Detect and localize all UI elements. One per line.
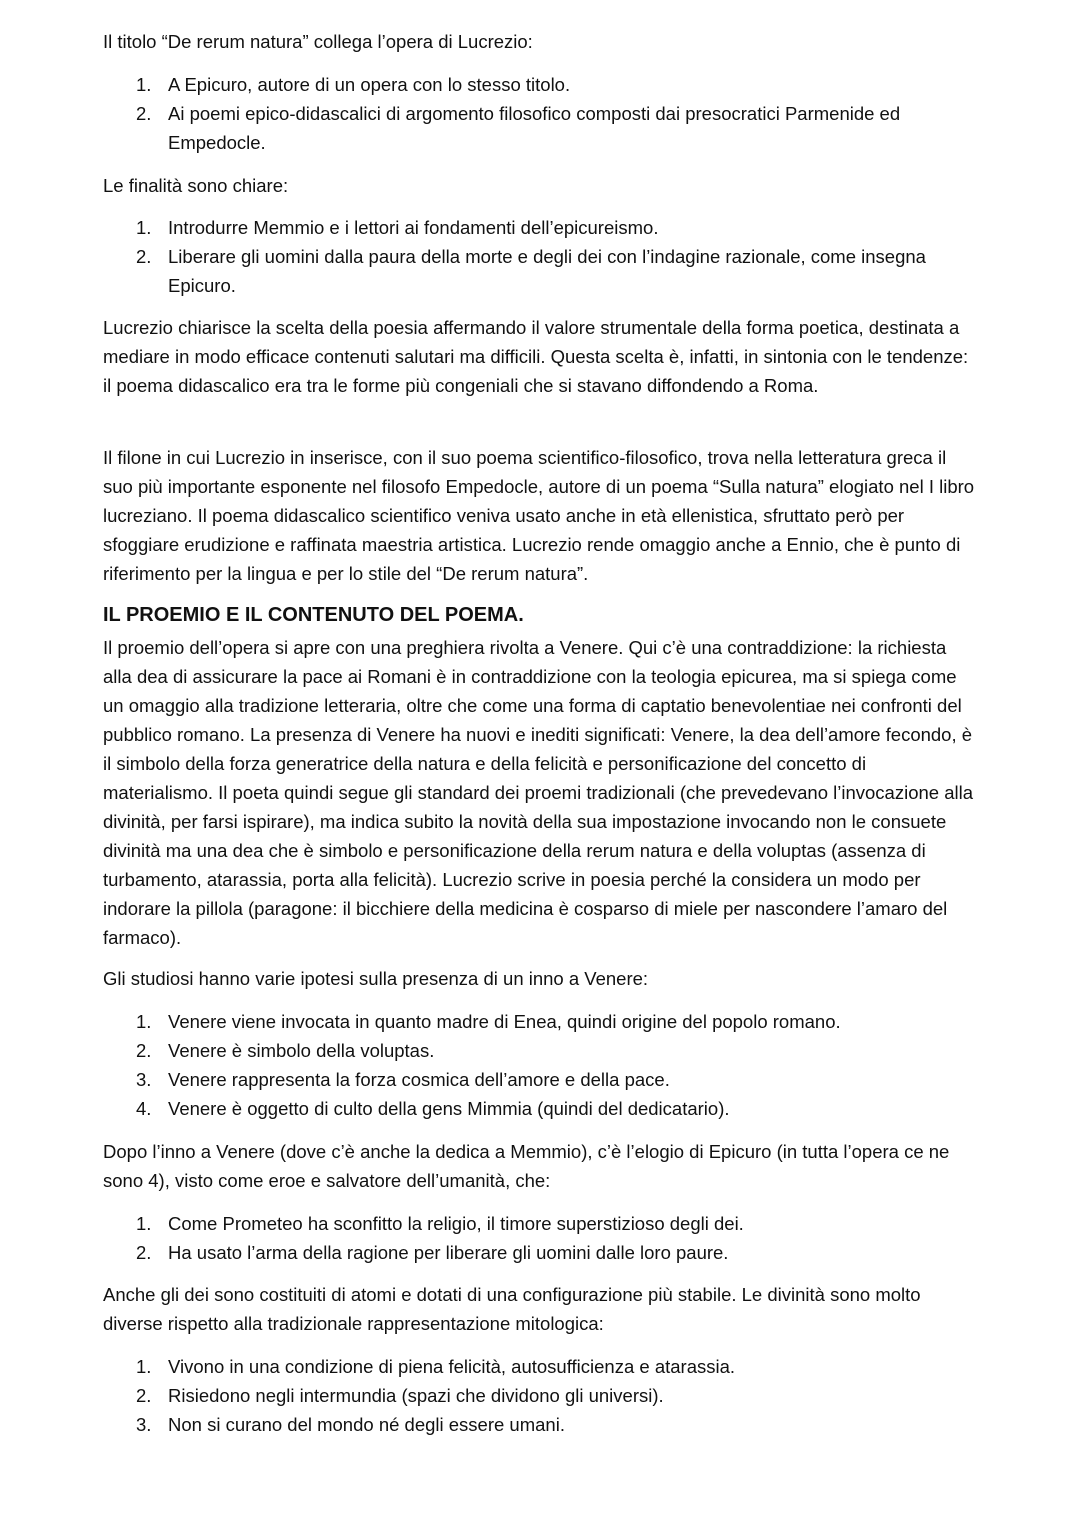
list-item: 2. Ai poemi epico-didascalici di argomento filosofico composti dai presocratici Parmenide ed Empedocle. <box>136 103 901 153</box>
list-item: 1. Vivono in una condizione di piena felicità, autosufficienza e atarassia. <box>136 1356 736 1377</box>
list-item: 1. Venere viene invocata in quanto madre di Enea, quindi origine del popolo romano. <box>136 1011 841 1032</box>
paragraph-filone: Il filone in cui Lucrezio in inserisce, con il suo poema scientifico-filosofico, trova nella letteratura greca il suo più importante esponente nel filosofo Empedocle, autore di un poema “Sulla natura” elogiato nel I libro lucreziano. Il poema didascalico scientifico veniva usato anche in età ellenistica, sfruttato però per sfoggiare erudizione e raffinata maestria artistica. Lucrezio rende omaggio anche a Ennio, che è punto di riferimento per la lingua e per lo stile del “De rerum natura”. <box>103 447 975 584</box>
list-item: 1. Come Prometeo ha sconfitto la religio, il timore superstizioso degli dei. <box>136 1213 744 1234</box>
list-finalita <box>103 213 978 300</box>
list-item: 2. Venere è simbolo della voluptas. <box>136 1040 435 1061</box>
list-item: 2. Ha usato l’arma della ragione per liberare gli uomini dalle loro paure. <box>136 1242 729 1263</box>
paragraph-ipotesi: Gli studiosi hanno varie ipotesi sulla presenza di un inno a Venere: <box>103 968 649 989</box>
list-item: 2. Risiedono negli intermundia (spazi che dividono gli universi). <box>136 1385 664 1406</box>
paragraph-dei: Anche gli dei sono costituiti di atomi e dotati di una configurazione più stabile. Le divinità sono molto diverse rispetto alla tradizionale rappresentazione mitologica: <box>103 1284 921 1334</box>
paragraph-proemio: Il proemio dell’opera si apre con una preghiera rivolta a Venere. Qui c’è una contraddizione: la richiesta alla dea di assicurare la pace ai Romani è in contraddizione con la teologia epicurea, ma si spiega come un omaggio alla tradizione letteraria, oltre che come una forma di captatio benevolentiae nei confronti del pubblico romano. La presenza di Venere ha nuovi e inediti significati: Venere, la dea dell’amore fecondo, è il simbolo della forza generatrice della natura e della felicità e personificazione del concetto di materialismo. Il poeta quindi segue gli standard dei proemi tradizionali (che prevedevano l’invocazione alla divinità, per farsi ispirare), ma indica subito la novità della sua impostazione invocando non le consuete divinità ma una dea che è simbolo e personificazione della rerum natura e della voluptas (assenza di turbamento, atarassia, porta alla felicità). Lucrezio scrive in poesia perché la considera un modo per indorare la pillola (paragone: il bicchiere della medicina è cosparso di miele per nascondere l’amaro del farmaco). <box>103 637 973 948</box>
list-item: 1. A Epicuro, autore di un opera con lo stesso titolo. <box>136 74 571 95</box>
list-item: 2. Liberare gli uomini dalla paura della morte e degli dei con l’indagine razionale, come insegna Epicuro. <box>136 246 926 296</box>
section-heading: IL PROEMIO E IL CONTENUTO DEL POEMA. <box>103 604 524 626</box>
list-title-links <box>103 70 978 157</box>
list-epicuro <box>103 1209 978 1267</box>
paragraph-title-intro: Il titolo “De rerum natura” collega l’opera di Lucrezio: <box>103 31 533 52</box>
paragraph-scelta-poesia: Lucrezio chiarisce la scelta della poesia affermando il valore strumentale della forma poetica, destinata a mediare in modo efficace contenuti salutari ma difficili. Questa scelta è, infatti, in sintonia con le tendenze: il poema didascalico era tra le forme più congeniali che si stavano diffondendo a Roma. <box>103 317 969 396</box>
list-item: 1. Introdurre Memmio e i lettori ai fondamenti dell’epicureismo. <box>136 217 659 238</box>
paragraph-elogio-epicuro: Dopo l’inno a Venere (dove c’è anche la dedica a Memmio), c’è l’elogio di Epicuro (in tutta l’opera ce ne sono 4), visto come eroe e salvatore dell’umanità, che: <box>103 1141 950 1191</box>
list-item: 4. Venere è oggetto di culto della gens Mimmia (quindi del dedicatario). <box>136 1098 730 1119</box>
list-item: 3. Non si curano del mondo né degli essere umani. <box>136 1414 565 1435</box>
list-item: 3. Venere rappresenta la forza cosmica dell’amore e della pace. <box>136 1069 670 1090</box>
list-divinita <box>103 1352 978 1439</box>
paragraph-finalita: Le finalità sono chiare: <box>103 175 289 196</box>
list-ipotesi-venere <box>103 1007 978 1123</box>
